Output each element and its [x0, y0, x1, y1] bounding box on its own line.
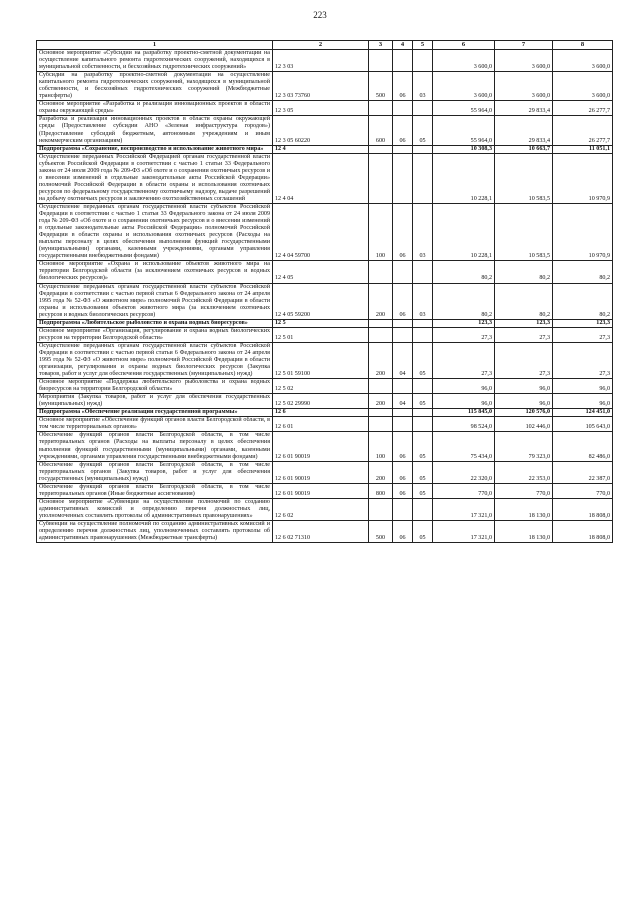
row-rz: 04 — [393, 342, 413, 378]
row-pr: 05 — [413, 342, 433, 378]
row-pr — [413, 50, 433, 72]
row-name: Основное мероприятие «Организация, регулирование и охрана водных биологических ресурсов на территории Белгородской области» — [37, 327, 273, 342]
row-name: Подпрограмма «Любительское рыболовство и охрана водных биоресурсов» — [37, 319, 273, 327]
row-rz: 06 — [393, 116, 413, 145]
header-cell: 1 — [37, 41, 273, 50]
row-amount-year2: 29 833,4 — [495, 116, 553, 145]
row-code: 12 5 01 59100 — [273, 342, 369, 378]
row-amount-year1: 3 600,0 — [433, 72, 495, 101]
table-row — [37, 521, 613, 543]
row-vr: 200 — [369, 283, 393, 319]
row-vr — [369, 409, 393, 417]
row-vr — [369, 379, 393, 394]
table-row — [37, 153, 613, 203]
row-code: 12 3 05 60220 — [273, 116, 369, 145]
row-code: 12 6 01 90019 — [273, 432, 369, 461]
row-amount-year1: 17 321,0 — [433, 498, 495, 520]
row-amount-year1: 27,3 — [433, 327, 495, 342]
row-amount-year3: 10 970,9 — [553, 153, 613, 203]
row-amount-year1: 10 228,1 — [433, 203, 495, 260]
budget-table — [36, 40, 613, 543]
row-amount-year3: 18 808,0 — [553, 498, 613, 520]
row-amount-year3: 770,0 — [553, 483, 613, 498]
row-rz: 04 — [393, 394, 413, 409]
row-code: 12 4 — [273, 145, 369, 153]
row-vr — [369, 498, 393, 520]
table-row — [37, 432, 613, 461]
row-amount-year3: 22 387,0 — [553, 461, 613, 483]
row-amount-year2: 18 130,0 — [495, 521, 553, 543]
row-pr: 05 — [413, 432, 433, 461]
row-vr — [369, 50, 393, 72]
row-name: Основное мероприятие «Поддержка любительского рыболовства и охрана водных биоресурсов на территории Белгородской области» — [37, 379, 273, 394]
row-pr — [413, 498, 433, 520]
row-amount-year2: 96,0 — [495, 379, 553, 394]
row-name: Субвенции на осуществление полномочий по созданию административных комиссий и определению перечня должностных лиц, уполномоченных составлять протоколы об административных правонарушениях (Межбюджетные трансферты) — [37, 521, 273, 543]
row-amount-year1: 17 321,0 — [433, 521, 495, 543]
row-amount-year2: 102 446,0 — [495, 417, 553, 432]
table-row — [37, 261, 613, 283]
row-pr — [413, 417, 433, 432]
row-code: 12 3 03 — [273, 50, 369, 72]
row-rz: 06 — [393, 283, 413, 319]
row-amount-year2: 3 600,0 — [495, 50, 553, 72]
row-vr: 100 — [369, 432, 393, 461]
row-amount-year2: 27,3 — [495, 342, 553, 378]
row-pr: 05 — [413, 461, 433, 483]
row-code: 12 6 01 90019 — [273, 461, 369, 483]
header-cell: 6 — [433, 41, 495, 50]
row-code: 12 3 05 — [273, 101, 369, 116]
row-code: 12 5 — [273, 319, 369, 327]
row-amount-year2: 96,0 — [495, 394, 553, 409]
row-name: Основное мероприятие «Обеспечение функций органов власти Белгородской области, в том числе территориальных органов» — [37, 417, 273, 432]
row-rz: 06 — [393, 432, 413, 461]
row-amount-year1: 55 964,0 — [433, 101, 495, 116]
row-name: Основное мероприятие «Охрана и использование объектов животного мира на территории Белгородской области (за исключением охотничьих ресурсов и водных биологических ресурсов)» — [37, 261, 273, 283]
row-rz: 06 — [393, 203, 413, 260]
table-row — [37, 50, 613, 72]
row-pr: 05 — [413, 116, 433, 145]
row-amount-year2: 3 600,0 — [495, 72, 553, 101]
row-amount-year2: 10 583,5 — [495, 153, 553, 203]
row-pr — [413, 379, 433, 394]
row-amount-year3: 11 051,1 — [553, 145, 613, 153]
row-amount-year3: 123,3 — [553, 319, 613, 327]
row-pr: 05 — [413, 394, 433, 409]
row-name: Разработка и реализация инновационных проектов в области охраны окружающей среды (Предоставление субсидии АНО «Зеленая инфраструктура городов») (Предоставление субсидий бюджетным, автономным учреждениям и иным некоммерческим организациям) — [37, 116, 273, 145]
row-amount-year2: 10 583,5 — [495, 203, 553, 260]
table-row — [37, 101, 613, 116]
row-code: 12 4 05 59200 — [273, 283, 369, 319]
row-vr: 800 — [369, 483, 393, 498]
row-rz — [393, 145, 413, 153]
row-pr: 03 — [413, 203, 433, 260]
row-amount-year2: 770,0 — [495, 483, 553, 498]
row-amount-year1: 80,2 — [433, 283, 495, 319]
row-code: 12 5 02 29990 — [273, 394, 369, 409]
row-amount-year2: 10 663,7 — [495, 145, 553, 153]
table-row — [37, 319, 613, 327]
row-amount-year2: 27,3 — [495, 327, 553, 342]
row-name: Обеспечение функций органов власти Белгородской области, в том числе территориальных органов (Закупка товаров, работ и услуг для обеспечения государственных (муниципальных) нужд) — [37, 461, 273, 483]
row-name: Подпрограмма «Обеспечение реализации государственной программы» — [37, 409, 273, 417]
table-row — [37, 379, 613, 394]
row-code: 12 6 — [273, 409, 369, 417]
row-pr: 05 — [413, 483, 433, 498]
row-amount-year3: 27,3 — [553, 327, 613, 342]
table-row — [37, 145, 613, 153]
row-pr — [413, 319, 433, 327]
table-row — [37, 417, 613, 432]
row-code: 12 4 04 59700 — [273, 203, 369, 260]
table-row — [37, 327, 613, 342]
header-cell: 2 — [273, 41, 369, 50]
header-cell: 7 — [495, 41, 553, 50]
row-rz — [393, 319, 413, 327]
row-amount-year3: 27,3 — [553, 342, 613, 378]
row-rz — [393, 498, 413, 520]
row-amount-year3: 26 277,7 — [553, 101, 613, 116]
row-amount-year2: 79 323,0 — [495, 432, 553, 461]
row-amount-year2: 80,2 — [495, 283, 553, 319]
row-amount-year3: 124 451,0 — [553, 409, 613, 417]
table-row — [37, 409, 613, 417]
row-name: Мероприятия (Закупка товаров, работ и услуг для обеспечения государственных (муниципальных) нужд) — [37, 394, 273, 409]
row-amount-year2: 120 576,0 — [495, 409, 553, 417]
row-amount-year1: 10 308,3 — [433, 145, 495, 153]
row-vr — [369, 319, 393, 327]
row-vr: 200 — [369, 342, 393, 378]
table-row — [37, 283, 613, 319]
table-row — [37, 394, 613, 409]
table-row — [37, 498, 613, 520]
row-code: 12 4 05 — [273, 261, 369, 283]
row-amount-year1: 96,0 — [433, 379, 495, 394]
table-row — [37, 342, 613, 378]
row-name: Основное мероприятие «Субвенции на осуществление полномочий по созданию административных комиссий и определению перечня должностных лиц, уполномоченных составлять протоколы об административных правонарушениях» — [37, 498, 273, 520]
row-vr — [369, 153, 393, 203]
header-cell: 4 — [393, 41, 413, 50]
row-rz — [393, 379, 413, 394]
row-vr: 500 — [369, 72, 393, 101]
row-code: 12 3 03 73760 — [273, 72, 369, 101]
row-name: Обеспечение функций органов власти Белгородской области, в том числе территориальных органов (Иные бюджетные ассигнования) — [37, 483, 273, 498]
row-amount-year1: 22 320,0 — [433, 461, 495, 483]
row-amount-year3: 3 600,0 — [553, 72, 613, 101]
row-amount-year3: 10 970,9 — [553, 203, 613, 260]
row-name: Осуществление переданных органам государственной власти субъектов Российской Федерации в соответствии с частью первой статьи 6 Федерального закона от 24 апреля 1995 года № 52-ФЗ «О животном мире» полномочий Российской Федерации в области охраны и использования объектов животного мира (за исключением охотничьих ресурсов и водных биологических ресурсов) — [37, 283, 273, 319]
row-code: 12 5 01 — [273, 327, 369, 342]
row-pr — [413, 409, 433, 417]
row-vr: 200 — [369, 394, 393, 409]
row-amount-year3: 80,2 — [553, 283, 613, 319]
row-vr: 200 — [369, 461, 393, 483]
row-rz — [393, 417, 413, 432]
row-vr — [369, 417, 393, 432]
page-number: 223 — [313, 10, 327, 20]
row-pr — [413, 101, 433, 116]
row-pr: 03 — [413, 72, 433, 101]
table-row — [37, 203, 613, 260]
row-amount-year1: 98 524,0 — [433, 417, 495, 432]
header-cell: 5 — [413, 41, 433, 50]
row-name: Осуществление переданных Российской Федерацией органам государственной власти субъектов Российской Федерации в соответствии с частью 1 статьи 33 Федерального закона от 24 июля 2009 года № 209-ФЗ «Об охоте и о сохранении охотничьих ресурсов и о внесении изменений в отдельные законодательные акты Российской Федерации» полномочий Российской Федерации в области охраны и использования охотничьих ресурсов по федеральному государственному охотничьему надзору, выдаче разрешений на добычу охотничьих ресурсов и заключению охотхозяйственных соглашений — [37, 153, 273, 203]
row-amount-year2: 123,3 — [495, 319, 553, 327]
row-amount-year2: 80,2 — [495, 261, 553, 283]
row-code: 12 6 01 — [273, 417, 369, 432]
row-pr — [413, 145, 433, 153]
row-rz — [393, 409, 413, 417]
row-amount-year1: 770,0 — [433, 483, 495, 498]
row-amount-year3: 3 600,0 — [553, 50, 613, 72]
row-code: 12 4 04 — [273, 153, 369, 203]
row-amount-year3: 18 808,0 — [553, 521, 613, 543]
row-name: Субсидии на разработку проектно-сметной документации на осуществление капитального ремонта гидротехнических сооружений, находящихся в муниципальной собственности, и бесхозяйных гидротехнических сооружений (Межбюджетные трансферты) — [37, 72, 273, 101]
row-vr — [369, 261, 393, 283]
row-name: Основное мероприятие «Разработка и реализация инновационных проектов в области охраны окружающей среды» — [37, 101, 273, 116]
row-amount-year3: 96,0 — [553, 379, 613, 394]
row-pr: 05 — [413, 521, 433, 543]
table-row — [37, 483, 613, 498]
row-rz — [393, 261, 413, 283]
row-rz: 06 — [393, 483, 413, 498]
row-code: 12 6 02 71310 — [273, 521, 369, 543]
row-rz — [393, 50, 413, 72]
row-name: Подпрограмма «Сохранение, воспроизводство и использование животного мира» — [37, 145, 273, 153]
header-cell: 3 — [369, 41, 393, 50]
row-code: 12 6 02 — [273, 498, 369, 520]
table-row — [37, 461, 613, 483]
row-amount-year2: 29 833,4 — [495, 101, 553, 116]
header-cell: 8 — [553, 41, 613, 50]
row-pr — [413, 327, 433, 342]
row-vr: 500 — [369, 521, 393, 543]
table-row — [37, 116, 613, 145]
row-pr — [413, 261, 433, 283]
row-code: 12 5 02 — [273, 379, 369, 394]
row-amount-year3: 96,0 — [553, 394, 613, 409]
row-amount-year1: 10 228,1 — [433, 153, 495, 203]
table-header-row — [37, 41, 613, 50]
row-name: Основное мероприятие «Субсидии на разработку проектно-сметной документации на осуществление капитального ремонта гидротехнических сооружений, находящихся в муниципальной собственности, и бесхозяйных гидротехнических сооружений» — [37, 50, 273, 72]
table-row — [37, 72, 613, 101]
row-vr — [369, 145, 393, 153]
row-amount-year1: 75 434,0 — [433, 432, 495, 461]
row-rz — [393, 101, 413, 116]
row-name: Осуществление переданных органам государственной власти субъектов Российской Федерации в соответствии с частью первой статьи 6 Федерального закона от 24 апреля 1995 года № 52-ФЗ «О животном мире» полномочий Российской Федерации в области организации, регулирования и охраны водных биологических ресурсов (Закупка товаров, работ и услуг для обеспечения государственных (муниципальных) нужд) — [37, 342, 273, 378]
row-amount-year3: 80,2 — [553, 261, 613, 283]
row-vr: 100 — [369, 203, 393, 260]
row-amount-year1: 27,3 — [433, 342, 495, 378]
row-vr: 600 — [369, 116, 393, 145]
row-code: 12 6 01 90019 — [273, 483, 369, 498]
row-amount-year1: 115 845,0 — [433, 409, 495, 417]
table-body — [37, 41, 613, 543]
row-name: Обеспечение функций органов власти Белгородской области, в том числе территориальных органов (Расходы на выплаты персоналу в целях обеспечения выполнения функций государственными (муниципальными) органами, казенными учреждениями, органами управления государственными внебюджетными фондами) — [37, 432, 273, 461]
row-amount-year1: 55 964,0 — [433, 116, 495, 145]
row-rz: 06 — [393, 72, 413, 101]
row-amount-year2: 18 130,0 — [495, 498, 553, 520]
row-name: Осуществление переданных органам государственной власти субъектов Российской Федерации в соответствии с частью 1 статьи 33 Федерального закона от 24 июля 2009 года № 209-ФЗ «Об охоте и о сохранении охотничьих ресурсов и о внесении изменений в отдельные законодательные акты Российской Федерации» полномочий Российской Федерации в области охраны и использования охотничьих ресурсов (Расходы на выплаты персоналу в целях обеспечения выполнения функций государственными (муниципальными) органами, казенными учреждениями, органами управления государственными внебюджетными фондами) — [37, 203, 273, 260]
row-rz: 06 — [393, 521, 413, 543]
row-amount-year3: 105 643,0 — [553, 417, 613, 432]
row-amount-year3: 82 486,0 — [553, 432, 613, 461]
row-amount-year1: 96,0 — [433, 394, 495, 409]
row-amount-year3: 26 277,7 — [553, 116, 613, 145]
row-pr: 03 — [413, 283, 433, 319]
row-vr — [369, 101, 393, 116]
row-amount-year1: 123,3 — [433, 319, 495, 327]
row-amount-year1: 80,2 — [433, 261, 495, 283]
row-amount-year1: 3 600,0 — [433, 50, 495, 72]
row-rz — [393, 153, 413, 203]
row-pr — [413, 153, 433, 203]
row-vr — [369, 327, 393, 342]
row-amount-year2: 22 353,0 — [495, 461, 553, 483]
row-rz: 06 — [393, 461, 413, 483]
row-rz — [393, 327, 413, 342]
